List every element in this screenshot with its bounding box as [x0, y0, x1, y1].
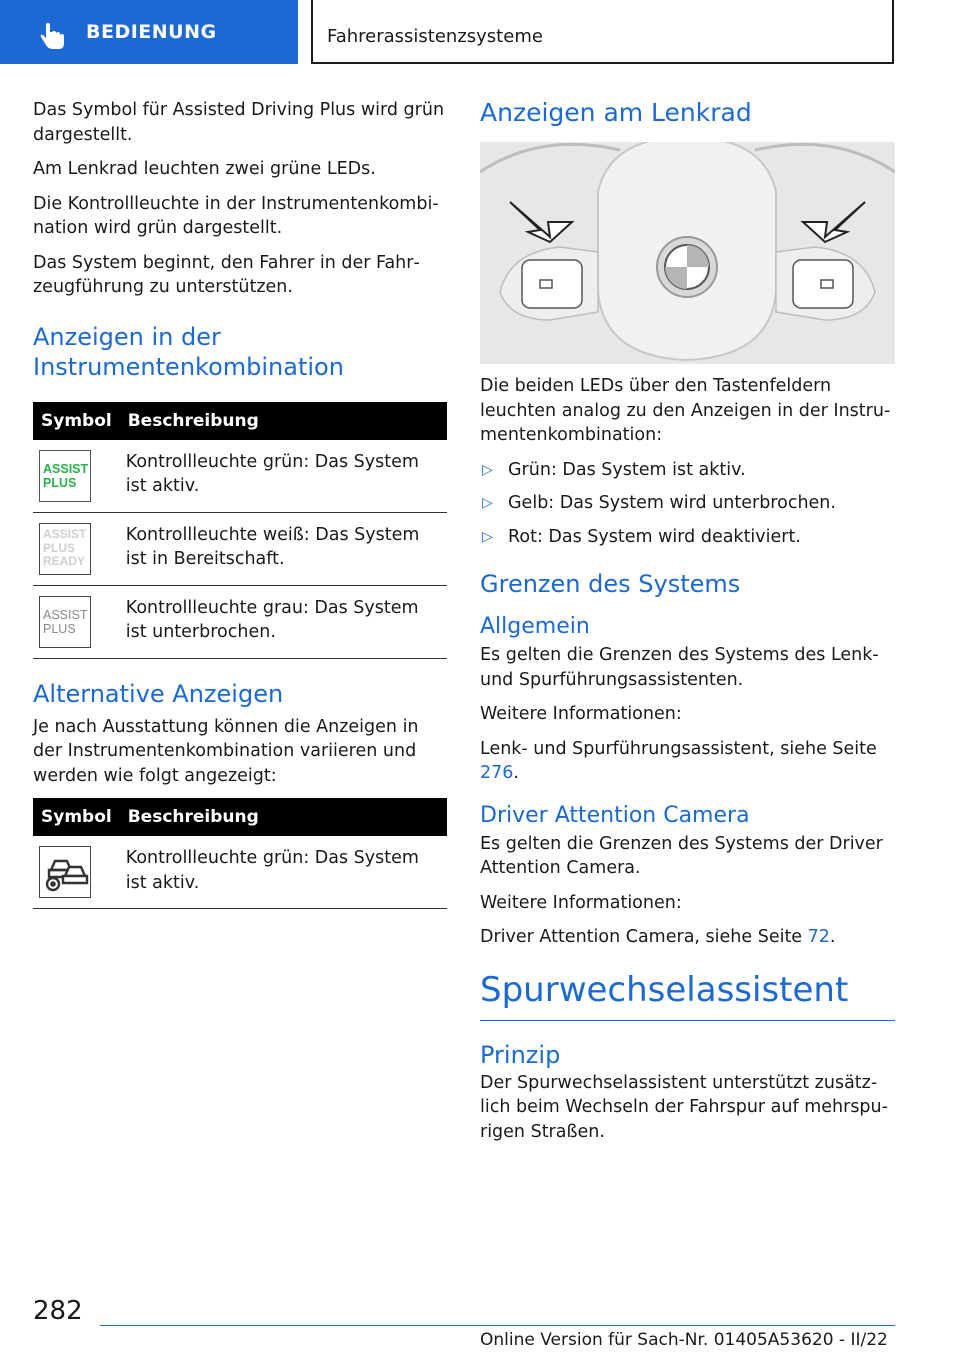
reference-text: Driver Attention Camera, siehe Seite	[480, 927, 808, 947]
description-cell: Kontrollleuchte grün: Das System ist aktiv.	[120, 836, 447, 909]
steering-wheel-image	[480, 142, 895, 364]
chapter-heading: Spurwechselassistent	[480, 969, 849, 1010]
icon-text: ASSIST	[43, 527, 87, 542]
pointing-hand-icon	[38, 22, 68, 52]
paragraph: Weitere Informationen:	[480, 704, 682, 724]
assist-plus-ready-icon	[39, 523, 91, 575]
icon-text: PLUS	[43, 540, 76, 555]
icon-text: PLUS	[43, 475, 77, 490]
section-tab[interactable]	[0, 0, 298, 64]
list-item-text: Grün: Das System ist aktiv.	[508, 459, 746, 480]
column-header-description: Beschreibung	[120, 402, 447, 440]
column-header-symbol: Symbol	[33, 402, 120, 440]
paragraph: Es gelten die Grenzen des Systems der Driver Attention Camera.	[480, 833, 883, 878]
symbol-cell	[33, 512, 120, 585]
chapter-label: Fahrerassistenzsysteme	[327, 26, 543, 47]
subsection-heading: Driver Attention Camera	[480, 802, 750, 828]
table-row	[33, 585, 447, 658]
icon-text: READY	[43, 554, 86, 569]
page-reference-link[interactable]: 276	[480, 763, 514, 783]
table-row	[33, 512, 447, 585]
cars-steering-icon	[41, 850, 89, 894]
paragraph: Das Symbol für Assisted Driving Plus wird grün dargestellt.	[33, 100, 445, 145]
led-color-list	[480, 458, 895, 550]
indicator-table	[33, 402, 447, 659]
table-row	[33, 836, 447, 909]
column-header-symbol: Symbol	[33, 798, 120, 836]
footer-divider	[100, 1325, 895, 1326]
reference-text: Lenk- und Spurführungsassistent, siehe Seite	[480, 738, 877, 759]
paragraph: Es gelten die Grenzen des Systems des Lenk- und Spurführungsassistenten.	[480, 645, 879, 690]
steering-wheel-illustration	[480, 142, 895, 364]
section-heading: Anzeigen am Lenkrad	[480, 98, 752, 127]
description-cell: Kontrollleuchte weiß: Das System ist in Bereitschaft.	[120, 512, 447, 585]
symbol-cell	[33, 440, 120, 513]
icon-text: ASSIST	[43, 607, 88, 622]
description-cell: Kontrollleuchte grau: Das System ist unterbrochen.	[120, 585, 447, 658]
paragraph: Je nach Ausstattung können die Anzeigen in der Instrumentenkombination variieren und werden wie folgt angezeigt:	[33, 716, 419, 786]
left-column	[33, 98, 447, 909]
list-item-text: Rot: Das System wird deaktiviert.	[508, 526, 801, 547]
triangle-bullet-icon: ▷	[482, 528, 493, 545]
footer-text: Online Version für Sach-Nr. 01405A53620 - II/22	[480, 1330, 888, 1350]
icon-text: PLUS	[43, 621, 76, 636]
chapter-divider	[480, 1020, 895, 1021]
right-column	[480, 98, 895, 1154]
column-header-description: Beschreibung	[120, 798, 447, 836]
triangle-bullet-icon: ▷	[482, 495, 493, 511]
paragraph: Driver Attention Camera, siehe Seite 72.	[480, 927, 836, 947]
section-label: BEDIENUNG	[86, 21, 217, 43]
page-reference-link[interactable]: 72	[807, 927, 830, 947]
paragraph: Lenk- und Spurführungsassistent, siehe Seite 276.	[480, 738, 877, 783]
driver-assist-cars-icon	[39, 846, 91, 898]
paragraph: Weitere Informationen:	[480, 892, 682, 913]
table-row	[33, 440, 447, 513]
chapter-tab[interactable]	[311, 0, 894, 64]
assist-plus-green-icon	[39, 450, 91, 502]
paragraph: Das System beginnt, den Fahrer in der Fahrzeugführung zu unterstützen.	[33, 252, 420, 297]
paragraph: Der Spurwechselassistent unterstützt zusätzlich beim Wechseln der Fahrspur auf mehrspurigen Straßen.	[480, 1072, 888, 1142]
page-number: 282	[33, 1296, 83, 1326]
list-item	[480, 525, 895, 550]
alternative-indicator-table	[33, 798, 447, 909]
list-item	[480, 458, 895, 483]
section-heading: Grenzen des Systems	[480, 570, 741, 598]
list-item	[480, 491, 895, 516]
paragraph: Die beiden LEDs über den Tastenfeldern leuchten analog zu den Anzeigen in der Instrumentenkombination:	[480, 376, 891, 445]
description-cell: Kontrollleuchte grün: Das System ist aktiv.	[120, 440, 447, 513]
section-heading: Anzeigen in der Instrumentenkombination	[33, 322, 344, 381]
paragraph: Die Kontrollleuchte in der Instrumentenkombination wird grün dargestellt.	[33, 193, 439, 238]
assist-plus-grey-icon	[39, 596, 91, 648]
symbol-cell	[33, 585, 120, 658]
section-heading: Alternative Anzeigen	[33, 679, 284, 708]
subsection-heading: Prinzip	[480, 1040, 561, 1069]
page-header	[0, 0, 960, 66]
symbol-cell	[33, 836, 120, 909]
subsection-heading: Allgemein	[480, 614, 590, 639]
paragraph: Am Lenkrad leuchten zwei grüne LEDs.	[33, 159, 376, 179]
triangle-bullet-icon: ▷	[482, 461, 493, 478]
icon-text: ASSIST	[43, 461, 89, 476]
list-item-text: Gelb: Das System wird unterbrochen.	[508, 493, 836, 513]
